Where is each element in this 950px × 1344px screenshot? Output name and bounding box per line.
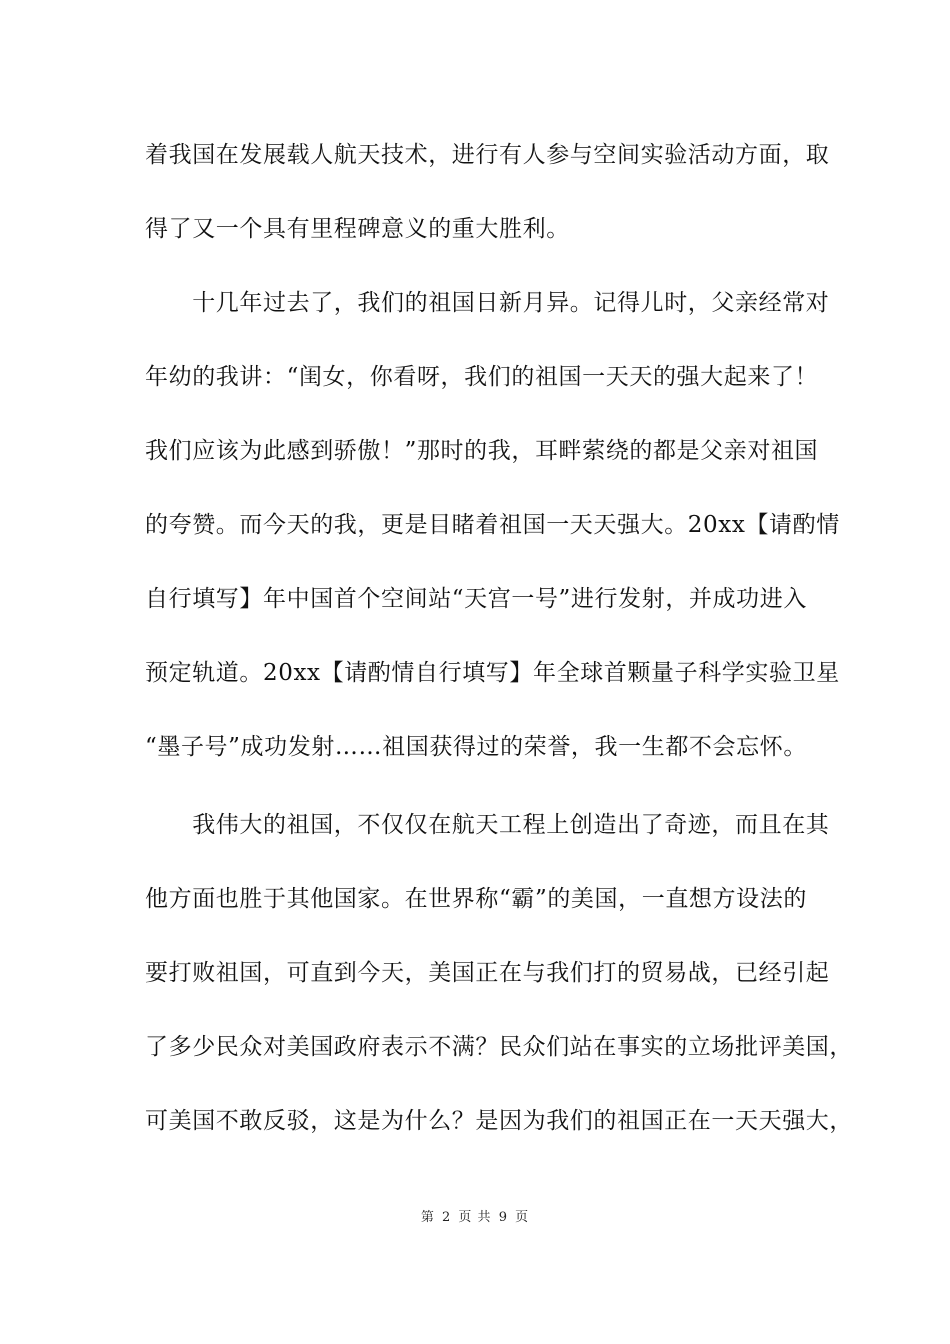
text-line-12: 要打败祖国，可直到今天，美国正在与我们打的贸易战，已经引起 <box>145 960 830 986</box>
text-line-5: 我们应该为此感到骄傲！”那时的我，耳畔萦绕的都是父亲对祖国 <box>145 438 819 464</box>
page-footer <box>0 1209 950 1227</box>
text-line-2: 得了又一个具有里程碑意义的重大胜利。 <box>145 216 570 242</box>
footer-total-pages: 9 <box>498 1210 508 1225</box>
text-line-1: 着我国在发展载人航天技术，进行有人参与空间实验活动方面，取 <box>145 142 830 168</box>
text-line-10: 我伟大的祖国，不仅仅在航天工程上创造出了奇迹，而且在其 <box>145 812 830 838</box>
text-line-9: “墨子号”成功发射……祖国获得过的荣誉，我一生都不会忘怀。 <box>145 734 807 760</box>
text-line-8: 预定轨道。20xx【请酌情自行填写】年全球首颗量子科学实验卫星 <box>145 660 840 686</box>
text-line-6: 的夸赞。而今天的我，更是目睹着祖国一天天强大。20xx【请酌情 <box>145 512 840 538</box>
text-line-14: 可美国不敢反驳，这是为什么？是因为我们的祖国正在一天天强大， <box>145 1108 853 1134</box>
text-line-4: 年幼的我讲：“闺女，你看呀，我们的祖国一天天的强大起来了！ <box>145 364 819 390</box>
text-line-11: 他方面也胜于其他国家。在世界称“霸”的美国，一直想方设法的 <box>145 886 807 912</box>
footer-prefix: 第 <box>420 1210 435 1225</box>
text-line-13: 了多少民众对美国政府表示不满？民众们站在事实的立场批评美国， <box>145 1034 853 1060</box>
text-line-7: 自行填写】年中国首个空间站“天宫一号”进行发射，并成功进入 <box>145 586 807 612</box>
footer-middle: 页 共 <box>458 1210 492 1225</box>
text-line-3: 十几年过去了，我们的祖国日新月异。记得儿时，父亲经常对 <box>145 290 830 316</box>
footer-suffix: 页 <box>515 1210 530 1225</box>
footer-current-page: 2 <box>442 1210 452 1225</box>
